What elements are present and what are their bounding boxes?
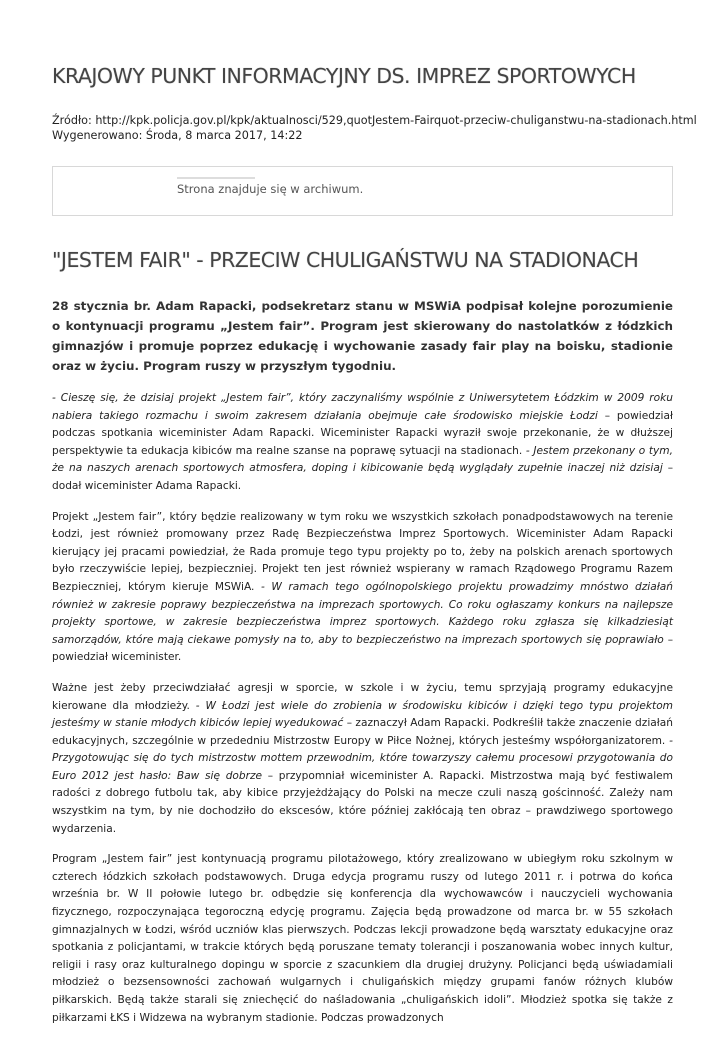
document-meta bbox=[52, 113, 697, 143]
site-title: KRAJOWY PUNKT INFORMACYJNY DS. IMPREZ SPORTOWYCH bbox=[52, 64, 636, 88]
source-url: Źródło: http://kpk.policja.gov.pl/kpk/aktualnosci/529,quotJestem-Fairquot-przeciw-chuliganstwu-na-stadionach.html bbox=[52, 114, 697, 127]
quote: - Cieszę się, że dzisiaj projekt „Jestem fair”, który zaczynaliśmy wspólnie z Uniwersytetem Łódzkim w 2009 roku nabiera takiego rozmachu i swoim zakresem działania obejmuje całe środowisko miejskie Łodzi bbox=[52, 392, 673, 422]
paragraph-text: – dodał wiceminister Adama Rapacki. bbox=[52, 462, 673, 492]
archive-notice-box bbox=[52, 166, 673, 216]
article-title: "JESTEM FAIR" - PRZECIW CHULIGAŃSTWU NA STADIONACH bbox=[52, 248, 639, 272]
article-paragraph-4: Program „Jestem fair” jest kontynuacją programu pilotażowego, który zrealizowano w ubiegłym roku szkolnym w czterech łódzkich szkołach podstawowych. Druga edycja programu ruszy od lutego 2011 r. i potrwa do końca września br. W II połowie lutego br. odbędzie się konferencja dla wychowawców i nauczycieli wychowania fizycznego, rozpoczynająca tegoroczną edycję programu. Zajęcia będą prowadzone od marca br. w 55 szkołach gimnazjalnych w Łodzi, wśród uczniów klas pierwszych. Podczas lekcji prowadzone będą warsztaty edukacyjne oraz spotkania z policjantami, w trakcie których będą poruszane tematy tolerancji i poszanowania wobec innych kultur, religii i rasy oraz kulturalnego dopingu w sporcie z szacunkiem dla drugiej drużyny. Policjanci będą uświadamiali młodzież o bezsensowności zachowań wulgarnych i chuligańskich między grupami fanów różnych klubów piłkarskich. Będą także starali się zniechęcić do naśladowania „chuligańskich idoli”. Młodzież spotka się także z piłkarzami ŁKS i Widzewa na wybranym stadionie. Podczas prowadzonych bbox=[52, 853, 673, 1024]
article-paragraph-3 bbox=[52, 680, 673, 838]
paragraph-text: – powiedział wiceminister. bbox=[52, 633, 674, 664]
paragraph-text: Projekt „Jestem fair”, który będzie realizowany w tym roku we wszystkich szkołach ponadpodstawowych na terenie Łodzi, jest również promowany przez Radę Bezpieczeństwa Imprez Sportowych. Wiceminister Adam Rapacki kierujący jej pracami powiedział, że Rada promuje tego typu projekty po to, żeby na polskich arenach sportowych było rzeczywiście lepiej, bezpieczniej. Projekt ten jest również wspierany w ramach Rządowego Programu Razem Bezpieczniej, którym kieruje MSWiA. bbox=[52, 510, 673, 593]
paragraph-text: – zaznaczył Adam Rapacki. Podkreślił także znaczenie działań edukacyjnych, szczególnie w przededniu Mistrzostw Europy w Piłce Nożnej, których jesteśmy współorganizatorem. bbox=[52, 717, 673, 747]
quote: - Jestem przekonany o tym, że na naszych arenach sportowych atmosfera, doping i kibicowanie będą wyglądały zupełnie inaczej niż dzisiaj bbox=[52, 444, 673, 475]
article-body bbox=[52, 390, 673, 1040]
article-paragraph-1 bbox=[52, 390, 673, 496]
quote: - Przygotowując się do tych mistrzostw mottem przewodnim, które towarzyszy całemu procesowi przygotowania do Euro 2012 jest hasło: Baw się dobrze bbox=[52, 734, 673, 782]
paragraph-text: – przypomniał wiceminister A. Rapacki. Mistrzostwa mają być festiwalem radości z dobrego futbolu tak, aby kibice przyjeżdżający do Polski na mecze czuli naszą gościnność. Zależy nam wszystkim na tym, by nie dochodziło do ekscesów, które później zakłócają ten obraz – prawdziwego sportowego wydarzenia. bbox=[52, 769, 673, 835]
quote: - W ramach tego ogólnopolskiego projektu prowadzimy mnóstwo działań również w zakresie poprawy bezpieczeństwa na imprezach sportowych. Co roku ogłaszamy konkurs na najlepsze projekty sportowe, w zakresie bezpieczeństwa imprez sportowych. Każdego roku zgłasza się kilkadziesiąt samorządów, które mają ciekawe pomysły na to, aby to bezpieczeństwo na imprezach sportowych się poprawiało bbox=[52, 580, 673, 646]
article-lead: 28 stycznia br. Adam Rapacki, podsekretarz stanu w MSWiA podpisał kolejne porozumienie o kontynuacji programu „Jestem fair”. Program jest skierowany do nastolatków z łódzkich gimnazjów i promuje poprzez edukację i wychowanie zasady fair play na boisku, stadionie oraz w życiu. Program ruszy w przyszłym tygodniu. bbox=[52, 299, 673, 373]
quote: - W Łodzi jest wiele do zrobienia w środowisku kibiców i dzięki tego typu projektom jesteśmy w stanie młodych kibiców lepiej wyedukować bbox=[52, 699, 673, 730]
paragraph-text: – powiedział podczas spotkania wiceminister Adam Rapacki. Wiceminister Rapacki wyraził swoje przekonanie, że w dłuższej perspektywie ta edukacja kibiców ma realne szanse na poprawę sytuacji na stadionach. bbox=[52, 409, 673, 457]
archive-divider bbox=[177, 177, 255, 179]
generated-date: Wygenerowano: Środa, 8 marca 2017, 14:22 bbox=[52, 129, 303, 142]
archive-notice: Strona znajduje się w archiwum. bbox=[177, 182, 364, 196]
article-paragraph-2 bbox=[52, 509, 673, 667]
paragraph-text: Ważne jest żeby przeciwdziałać agresji w sporcie, w szkole i w życiu, temu sprzyjają programy edukacyjne kierowane dla młodzieży. bbox=[52, 681, 673, 712]
